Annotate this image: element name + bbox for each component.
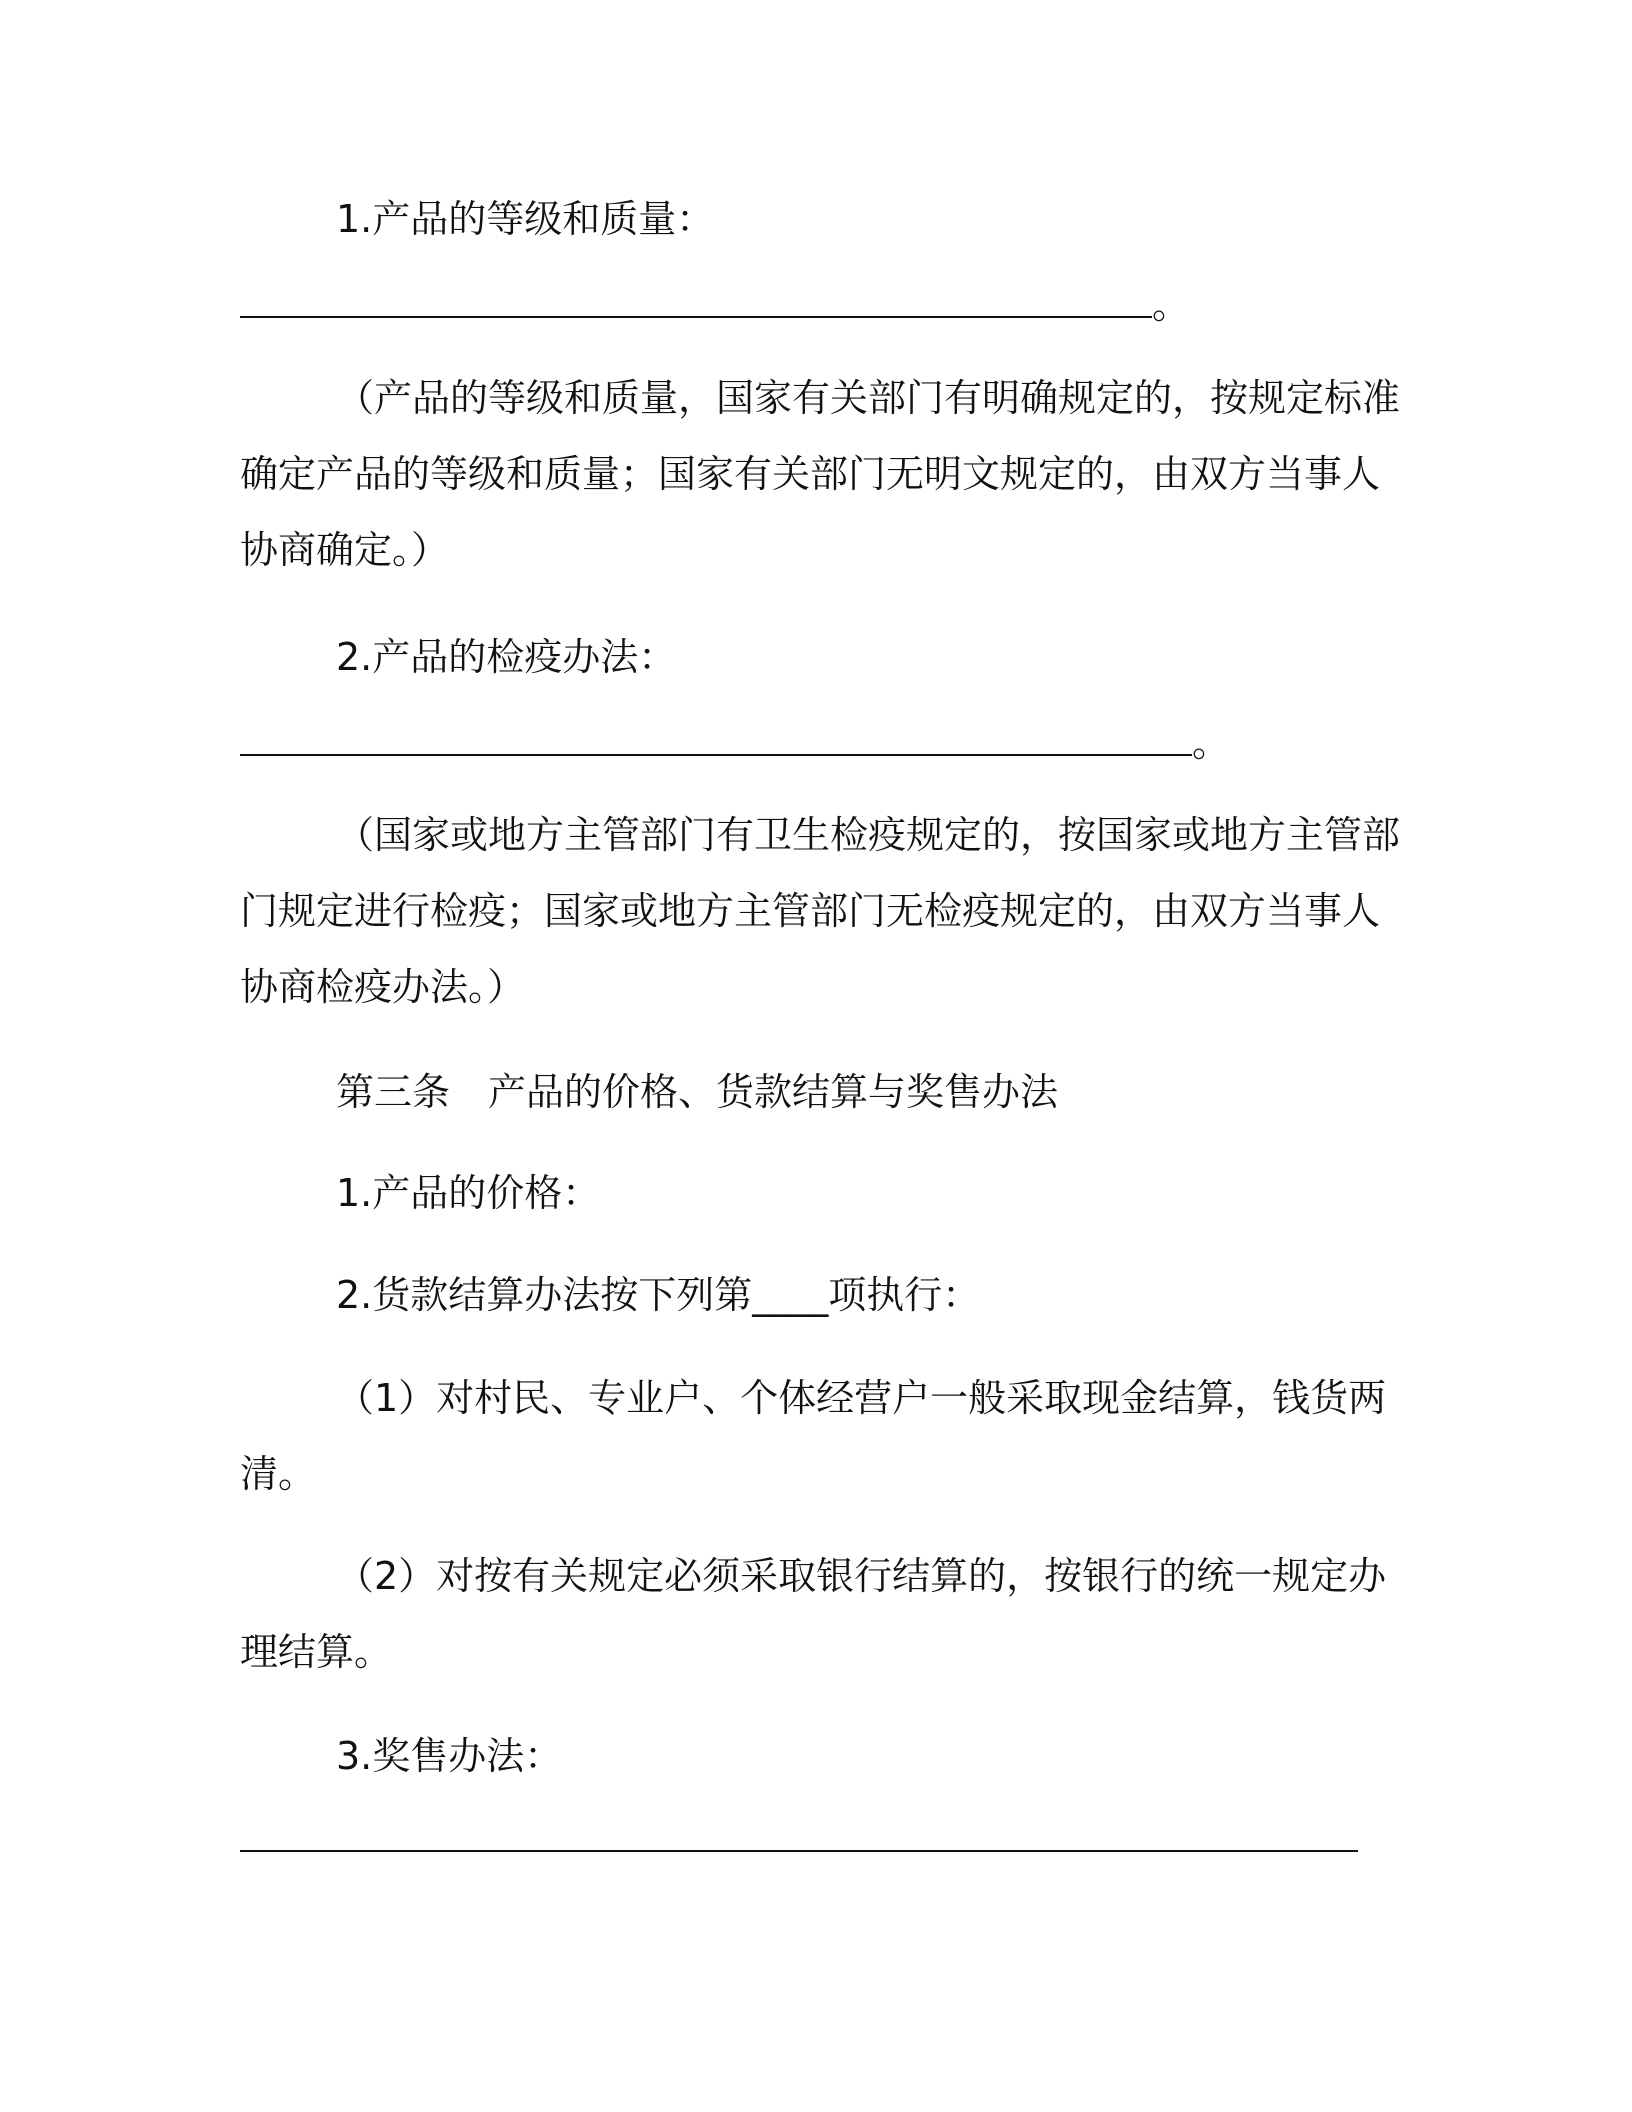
- item-2-heading: 2.产品的检疫办法：: [336, 635, 677, 679]
- quarantine-blank-period: 。: [1192, 721, 1231, 765]
- quality-blank-period: 。: [1152, 283, 1191, 327]
- incentive-blank-line[interactable]: [240, 1810, 1358, 1852]
- payment-option-2-line-2: 理结算。: [240, 1630, 393, 1674]
- note-2-line-3: 协商检疫办法。）: [240, 965, 526, 1009]
- note-1-line-3: 协商确定。）: [240, 528, 450, 572]
- quality-blank-line[interactable]: [240, 276, 1152, 318]
- price-heading: 1.产品的价格：: [336, 1171, 601, 1215]
- article-3-title: 第三条 产品的价格、货款结算与奖售办法: [336, 1070, 1059, 1114]
- note-1-line-1: （产品的等级和质量，国家有关部门有明确规定的，按规定标准: [336, 376, 1401, 420]
- payment-heading: 2.货款结算办法按下列第____项执行：: [336, 1273, 981, 1317]
- quarantine-blank-line[interactable]: [240, 714, 1192, 756]
- payment-option-1-line-1: （1）对村民、专业户、个体经营户一般采取现金结算，钱货两: [336, 1376, 1387, 1420]
- payment-option-2-line-1: （2）对按有关规定必须采取银行结算的，按银行的统一规定办: [336, 1554, 1387, 1598]
- item-1-heading: 1.产品的等级和质量：: [336, 197, 715, 241]
- payment-option-1-line-2: 清。: [240, 1452, 317, 1496]
- note-2-line-1: （国家或地方主管部门有卫生检疫规定的，按国家或地方主管部: [336, 813, 1401, 857]
- incentive-heading: 3.奖售办法：: [336, 1734, 563, 1778]
- note-1-line-2: 确定产品的等级和质量；国家有关部门无明文规定的，由双方当事人: [240, 452, 1381, 496]
- note-2-line-2: 门规定进行检疫；国家或地方主管部门无检疫规定的，由双方当事人: [240, 889, 1381, 933]
